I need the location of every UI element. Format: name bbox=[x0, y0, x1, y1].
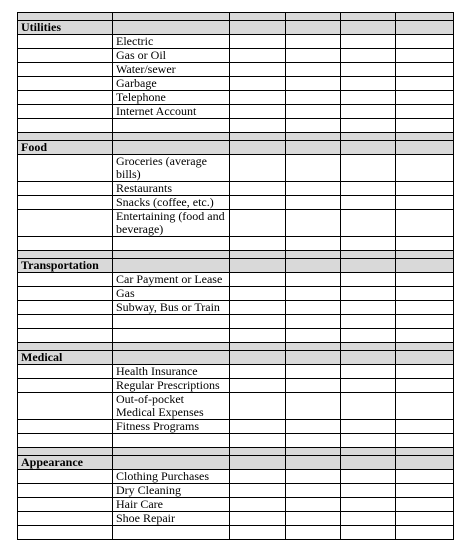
expense-item-label: Groceries (average bills) bbox=[113, 155, 230, 182]
spacer-cell bbox=[286, 13, 341, 21]
amount-cell[interactable] bbox=[396, 512, 454, 526]
spacer-cell bbox=[113, 448, 230, 456]
amount-cell[interactable] bbox=[396, 91, 454, 105]
amount-cell[interactable] bbox=[341, 498, 396, 512]
category-header-row bbox=[18, 141, 454, 155]
expense-item-label: Internet Account bbox=[113, 105, 230, 119]
section-spacer-row bbox=[18, 251, 454, 259]
budget-worksheet-body bbox=[18, 13, 454, 540]
category-header-cell bbox=[113, 21, 230, 35]
expense-row bbox=[18, 63, 454, 77]
expense-item-label: Telephone bbox=[113, 91, 230, 105]
amount-cell[interactable] bbox=[230, 105, 286, 119]
amount-cell[interactable] bbox=[341, 512, 396, 526]
amount-cell[interactable] bbox=[396, 119, 454, 133]
amount-cell[interactable] bbox=[396, 105, 454, 119]
amount-cell[interactable] bbox=[286, 35, 341, 49]
spacer-cell bbox=[230, 251, 286, 259]
expense-item-cell[interactable] bbox=[113, 526, 230, 540]
expense-item-cell[interactable] bbox=[113, 315, 230, 329]
category-header-cell bbox=[396, 259, 454, 273]
expense-row bbox=[18, 393, 454, 420]
category-column-cell bbox=[18, 315, 113, 329]
category-column-cell bbox=[18, 526, 113, 540]
expense-item-label: Clothing Purchases bbox=[113, 470, 230, 484]
spacer-cell bbox=[286, 251, 341, 259]
spacer-cell bbox=[341, 251, 396, 259]
expense-row bbox=[18, 498, 454, 512]
category-header-cell bbox=[396, 21, 454, 35]
category-column-cell bbox=[18, 301, 113, 315]
category-header-cell bbox=[230, 456, 286, 470]
amount-cell[interactable] bbox=[230, 470, 286, 484]
amount-cell[interactable] bbox=[230, 301, 286, 315]
category-header-cell bbox=[230, 351, 286, 365]
amount-cell[interactable] bbox=[341, 77, 396, 91]
category-header-cell bbox=[286, 141, 341, 155]
expense-item-label: Dry Cleaning bbox=[113, 484, 230, 498]
category-column-cell bbox=[18, 420, 113, 434]
amount-cell[interactable] bbox=[341, 365, 396, 379]
expense-item-label: Gas bbox=[113, 287, 230, 301]
expense-item-label: Car Payment or Lease bbox=[113, 273, 230, 287]
expense-item-label: Regular Prescriptions bbox=[113, 379, 230, 393]
category-column-cell bbox=[18, 287, 113, 301]
amount-cell[interactable] bbox=[286, 119, 341, 133]
spacer-cell bbox=[113, 133, 230, 141]
expense-row bbox=[18, 77, 454, 91]
spacer-cell bbox=[230, 13, 286, 21]
amount-cell[interactable] bbox=[286, 329, 341, 343]
amount-cell[interactable] bbox=[341, 105, 396, 119]
category-header-cell bbox=[341, 21, 396, 35]
expense-item-label: Hair Care bbox=[113, 498, 230, 512]
category-header-cell bbox=[230, 21, 286, 35]
amount-cell[interactable] bbox=[286, 498, 341, 512]
expense-row bbox=[18, 210, 454, 237]
amount-cell[interactable] bbox=[396, 498, 454, 512]
amount-cell[interactable] bbox=[396, 315, 454, 329]
category-column-cell bbox=[18, 63, 113, 77]
amount-cell[interactable] bbox=[286, 77, 341, 91]
category-header-cell bbox=[286, 351, 341, 365]
amount-cell[interactable] bbox=[396, 182, 454, 196]
amount-cell[interactable] bbox=[230, 35, 286, 49]
amount-cell[interactable] bbox=[286, 105, 341, 119]
expense-item-label: Entertaining (food and beverage) bbox=[113, 210, 230, 237]
amount-cell[interactable] bbox=[286, 91, 341, 105]
category-column-cell bbox=[18, 365, 113, 379]
spacer-cell bbox=[286, 133, 341, 141]
category-column-cell bbox=[18, 91, 113, 105]
amount-cell[interactable] bbox=[230, 365, 286, 379]
amount-cell[interactable] bbox=[230, 237, 286, 251]
category-header-cell bbox=[341, 351, 396, 365]
amount-cell[interactable] bbox=[286, 315, 341, 329]
expense-item-label: Fitness Programs bbox=[113, 420, 230, 434]
spacer-cell bbox=[396, 343, 454, 351]
amount-cell[interactable] bbox=[341, 210, 396, 237]
category-header-cell bbox=[286, 259, 341, 273]
amount-cell[interactable] bbox=[341, 393, 396, 420]
expense-row bbox=[18, 155, 454, 182]
amount-cell[interactable] bbox=[286, 63, 341, 77]
amount-cell[interactable] bbox=[396, 484, 454, 498]
amount-cell[interactable] bbox=[341, 63, 396, 77]
blank-row bbox=[18, 119, 454, 133]
spacer-cell bbox=[341, 448, 396, 456]
category-column-cell bbox=[18, 498, 113, 512]
expense-item-label: Restaurants bbox=[113, 182, 230, 196]
category-header-cell bbox=[396, 351, 454, 365]
expense-item-label: Subway, Bus or Train bbox=[113, 301, 230, 315]
category-column-cell bbox=[18, 237, 113, 251]
expense-item-label: Shoe Repair bbox=[113, 512, 230, 526]
category-header-cell bbox=[341, 141, 396, 155]
amount-cell[interactable] bbox=[230, 63, 286, 77]
expense-row bbox=[18, 273, 454, 287]
category-header-cell bbox=[341, 259, 396, 273]
category-column-cell bbox=[18, 77, 113, 91]
category-column-cell bbox=[18, 434, 113, 448]
expense-item-label: Water/sewer bbox=[113, 63, 230, 77]
blank-row bbox=[18, 237, 454, 251]
category-column-cell bbox=[18, 182, 113, 196]
amount-cell[interactable] bbox=[230, 526, 286, 540]
category-header-cell bbox=[113, 456, 230, 470]
category-column-cell bbox=[18, 512, 113, 526]
amount-cell[interactable] bbox=[396, 379, 454, 393]
amount-cell[interactable] bbox=[341, 379, 396, 393]
amount-cell[interactable] bbox=[230, 196, 286, 210]
amount-cell[interactable] bbox=[396, 49, 454, 63]
spacer-cell bbox=[396, 133, 454, 141]
amount-cell[interactable] bbox=[230, 155, 286, 182]
amount-cell[interactable] bbox=[230, 498, 286, 512]
expense-row bbox=[18, 49, 454, 63]
expense-row bbox=[18, 420, 454, 434]
section-spacer-row bbox=[18, 13, 454, 21]
amount-cell[interactable] bbox=[341, 470, 396, 484]
amount-cell[interactable] bbox=[341, 434, 396, 448]
amount-cell[interactable] bbox=[286, 301, 341, 315]
amount-cell[interactable] bbox=[286, 434, 341, 448]
spacer-cell bbox=[396, 251, 454, 259]
amount-cell[interactable] bbox=[341, 91, 396, 105]
expense-row bbox=[18, 365, 454, 379]
amount-cell[interactable] bbox=[341, 287, 396, 301]
category-column-cell bbox=[18, 393, 113, 420]
expense-row bbox=[18, 91, 454, 105]
category-header-cell bbox=[396, 456, 454, 470]
expense-item-label: Garbage bbox=[113, 77, 230, 91]
category-header-row bbox=[18, 259, 454, 273]
amount-cell[interactable] bbox=[286, 379, 341, 393]
amount-cell[interactable] bbox=[396, 77, 454, 91]
category-header-cell bbox=[341, 456, 396, 470]
amount-cell[interactable] bbox=[230, 77, 286, 91]
spacer-cell bbox=[113, 343, 230, 351]
category-name: Appearance bbox=[18, 456, 113, 470]
amount-cell[interactable] bbox=[396, 196, 454, 210]
category-column-cell bbox=[18, 49, 113, 63]
amount-cell[interactable] bbox=[286, 484, 341, 498]
amount-cell[interactable] bbox=[230, 484, 286, 498]
amount-cell[interactable] bbox=[286, 512, 341, 526]
spacer-cell bbox=[230, 343, 286, 351]
blank-row bbox=[18, 526, 454, 540]
amount-cell[interactable] bbox=[396, 420, 454, 434]
expense-row bbox=[18, 196, 454, 210]
spacer-cell bbox=[18, 448, 113, 456]
amount-cell[interactable] bbox=[286, 420, 341, 434]
spacer-cell bbox=[286, 343, 341, 351]
section-spacer-row bbox=[18, 448, 454, 456]
expense-row bbox=[18, 379, 454, 393]
amount-cell[interactable] bbox=[286, 182, 341, 196]
amount-cell[interactable] bbox=[230, 434, 286, 448]
amount-cell[interactable] bbox=[286, 393, 341, 420]
category-column-cell bbox=[18, 470, 113, 484]
amount-cell[interactable] bbox=[286, 287, 341, 301]
amount-cell[interactable] bbox=[341, 526, 396, 540]
amount-cell[interactable] bbox=[230, 119, 286, 133]
amount-cell[interactable] bbox=[341, 420, 396, 434]
category-header-cell bbox=[286, 456, 341, 470]
amount-cell[interactable] bbox=[396, 329, 454, 343]
amount-cell[interactable] bbox=[396, 470, 454, 484]
spacer-cell bbox=[341, 13, 396, 21]
category-header-cell bbox=[113, 351, 230, 365]
expense-item-label: Gas or Oil bbox=[113, 49, 230, 63]
section-spacer-row bbox=[18, 133, 454, 141]
amount-cell[interactable] bbox=[341, 484, 396, 498]
expense-item-label: Health Insurance bbox=[113, 365, 230, 379]
blank-row bbox=[18, 315, 454, 329]
amount-cell[interactable] bbox=[230, 379, 286, 393]
amount-cell[interactable] bbox=[341, 196, 396, 210]
category-header-cell bbox=[113, 141, 230, 155]
amount-cell[interactable] bbox=[286, 196, 341, 210]
spacer-cell bbox=[396, 13, 454, 21]
spacer-cell bbox=[18, 13, 113, 21]
category-column-cell bbox=[18, 379, 113, 393]
amount-cell[interactable] bbox=[341, 155, 396, 182]
category-header-cell bbox=[396, 141, 454, 155]
amount-cell[interactable] bbox=[230, 273, 286, 287]
amount-cell[interactable] bbox=[396, 393, 454, 420]
category-name: Medical bbox=[18, 351, 113, 365]
amount-cell[interactable] bbox=[396, 63, 454, 77]
amount-cell[interactable] bbox=[341, 119, 396, 133]
amount-cell[interactable] bbox=[341, 237, 396, 251]
expense-row bbox=[18, 512, 454, 526]
expense-row bbox=[18, 470, 454, 484]
category-header-row bbox=[18, 456, 454, 470]
amount-cell[interactable] bbox=[396, 210, 454, 237]
amount-cell[interactable] bbox=[341, 301, 396, 315]
spacer-cell bbox=[230, 448, 286, 456]
expense-row bbox=[18, 287, 454, 301]
section-spacer-row bbox=[18, 343, 454, 351]
amount-cell[interactable] bbox=[341, 182, 396, 196]
amount-cell[interactable] bbox=[341, 315, 396, 329]
blank-row bbox=[18, 329, 454, 343]
spacer-cell bbox=[113, 251, 230, 259]
category-column-cell bbox=[18, 105, 113, 119]
amount-cell[interactable] bbox=[286, 155, 341, 182]
category-column-cell bbox=[18, 35, 113, 49]
amount-cell[interactable] bbox=[341, 35, 396, 49]
spacer-cell bbox=[396, 448, 454, 456]
amount-cell[interactable] bbox=[341, 49, 396, 63]
category-column-cell bbox=[18, 329, 113, 343]
amount-cell[interactable] bbox=[230, 182, 286, 196]
amount-cell[interactable] bbox=[396, 273, 454, 287]
amount-cell[interactable] bbox=[230, 287, 286, 301]
expense-item-label: Snacks (coffee, etc.) bbox=[113, 196, 230, 210]
amount-cell[interactable] bbox=[230, 210, 286, 237]
expense-row bbox=[18, 35, 454, 49]
amount-cell[interactable] bbox=[341, 273, 396, 287]
amount-cell[interactable] bbox=[230, 329, 286, 343]
category-column-cell bbox=[18, 196, 113, 210]
category-column-cell bbox=[18, 210, 113, 237]
expense-item-label: Electric bbox=[113, 35, 230, 49]
amount-cell[interactable] bbox=[230, 393, 286, 420]
category-column-cell bbox=[18, 119, 113, 133]
amount-cell[interactable] bbox=[396, 526, 454, 540]
category-header-cell bbox=[286, 21, 341, 35]
category-column-cell bbox=[18, 484, 113, 498]
amount-cell[interactable] bbox=[396, 434, 454, 448]
spacer-cell bbox=[18, 133, 113, 141]
amount-cell[interactable] bbox=[230, 512, 286, 526]
category-column-cell bbox=[18, 155, 113, 182]
spacer-cell bbox=[341, 133, 396, 141]
category-header-cell bbox=[113, 259, 230, 273]
spacer-cell bbox=[230, 133, 286, 141]
expense-row bbox=[18, 105, 454, 119]
amount-cell[interactable] bbox=[286, 526, 341, 540]
category-header-row bbox=[18, 21, 454, 35]
amount-cell[interactable] bbox=[230, 315, 286, 329]
spacer-cell bbox=[18, 343, 113, 351]
amount-cell[interactable] bbox=[286, 210, 341, 237]
expense-item-cell[interactable] bbox=[113, 329, 230, 343]
category-column-cell bbox=[18, 273, 113, 287]
amount-cell[interactable] bbox=[286, 49, 341, 63]
amount-cell[interactable] bbox=[230, 49, 286, 63]
amount-cell[interactable] bbox=[396, 287, 454, 301]
category-name: Utilities bbox=[18, 21, 113, 35]
spacer-cell bbox=[113, 13, 230, 21]
category-name: Transportation bbox=[18, 259, 113, 273]
expense-row bbox=[18, 182, 454, 196]
spacer-cell bbox=[18, 251, 113, 259]
amount-cell[interactable] bbox=[396, 35, 454, 49]
amount-cell[interactable] bbox=[230, 420, 286, 434]
expense-item-cell[interactable] bbox=[113, 434, 230, 448]
amount-cell[interactable] bbox=[286, 237, 341, 251]
expense-row bbox=[18, 484, 454, 498]
expense-row bbox=[18, 301, 454, 315]
category-name: Food bbox=[18, 141, 113, 155]
expense-item-label: Out-of-pocket Medical Expenses bbox=[113, 393, 230, 420]
budget-worksheet-table bbox=[17, 12, 454, 540]
amount-cell[interactable] bbox=[286, 470, 341, 484]
blank-row bbox=[18, 434, 454, 448]
amount-cell[interactable] bbox=[341, 329, 396, 343]
category-header-row bbox=[18, 351, 454, 365]
expense-item-cell[interactable] bbox=[113, 237, 230, 251]
amount-cell[interactable] bbox=[286, 365, 341, 379]
amount-cell[interactable] bbox=[230, 91, 286, 105]
amount-cell[interactable] bbox=[396, 237, 454, 251]
amount-cell[interactable] bbox=[396, 155, 454, 182]
spacer-cell bbox=[286, 448, 341, 456]
spacer-cell bbox=[341, 343, 396, 351]
amount-cell[interactable] bbox=[286, 273, 341, 287]
category-header-cell bbox=[230, 141, 286, 155]
amount-cell[interactable] bbox=[396, 365, 454, 379]
expense-item-cell[interactable] bbox=[113, 119, 230, 133]
category-header-cell bbox=[230, 259, 286, 273]
amount-cell[interactable] bbox=[396, 301, 454, 315]
